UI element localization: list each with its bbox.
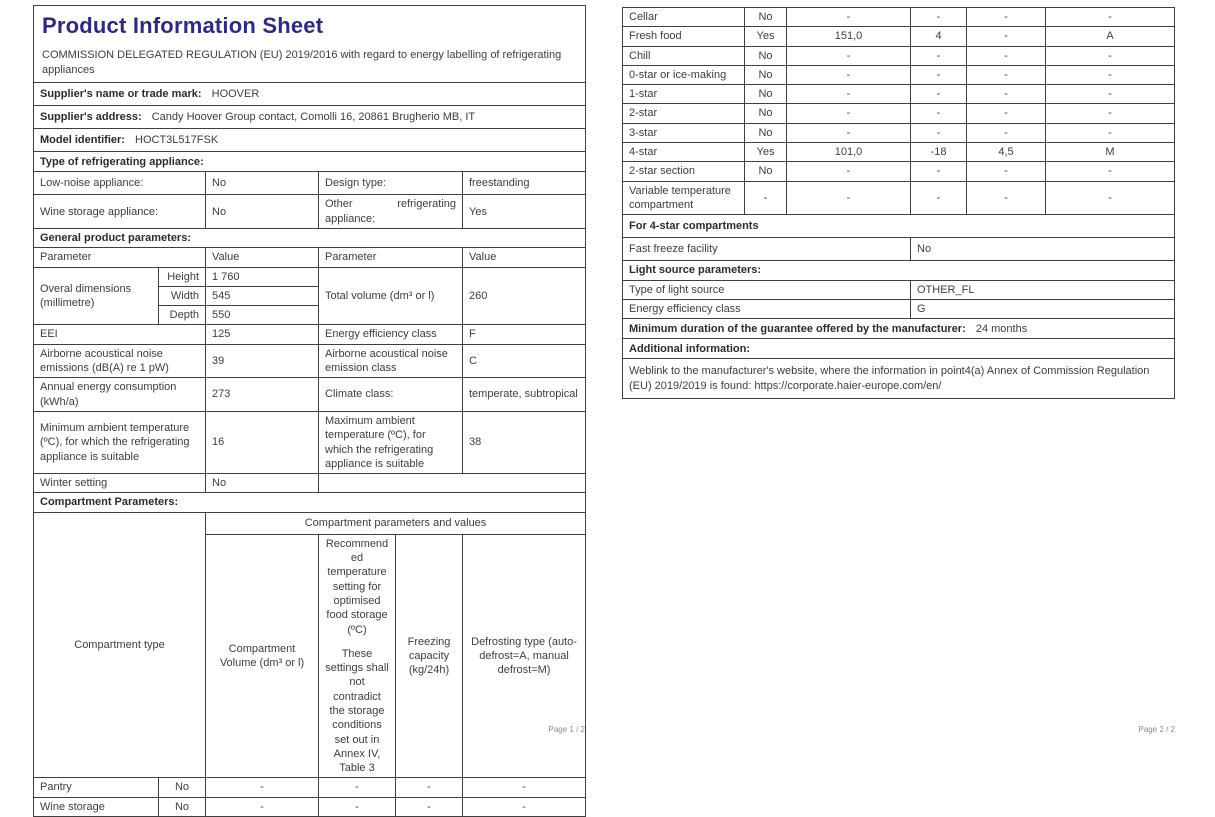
- cell-compartment-defrost: -: [1046, 181, 1175, 215]
- cell-compartment-present: No: [159, 778, 206, 797]
- column-header-value: Value: [206, 248, 319, 267]
- page2-footer: Page 2 / 2: [1138, 725, 1175, 734]
- supplier-address-label: Supplier's address:: [40, 111, 142, 124]
- cell-compartment-defrost: -: [463, 797, 586, 816]
- cell-compartment-present: No: [745, 162, 787, 181]
- param-label: Climate class:: [319, 378, 463, 412]
- compartment-row: [623, 104, 1175, 123]
- cell-compartment-name: Fresh food: [623, 27, 745, 46]
- cell-compartment-present: No: [745, 85, 787, 104]
- cell-compartment-temp: -: [911, 104, 967, 123]
- cell-compartment-name: Pantry: [34, 778, 159, 797]
- compartment-span-header-row: [34, 512, 586, 534]
- param-value: OTHER_FL: [911, 280, 1175, 299]
- dimension-width-value: 545: [206, 286, 319, 305]
- cell-compartment-volume: -: [787, 123, 911, 142]
- cell-compartment-present: -: [745, 181, 787, 215]
- cell-compartment-volume: -: [206, 778, 319, 797]
- general-section-header-row: [34, 228, 586, 247]
- cell-compartment-present: No: [745, 8, 787, 27]
- cell-compartment-name: Chill: [623, 46, 745, 65]
- cell-compartment-name: Variable temperature compartment: [623, 181, 745, 215]
- cell-compartment-name: Cellar: [623, 8, 745, 27]
- column-header-value: Value: [463, 248, 586, 267]
- page2-table: [622, 7, 1175, 399]
- cell-compartment-defrost: -: [1046, 8, 1175, 27]
- page1-table: [33, 5, 586, 817]
- compartment-row: [34, 797, 586, 816]
- light-source-row: [623, 280, 1175, 299]
- guarantee-label: Minimum duration of the guarantee offered by the manufacturer:: [629, 322, 966, 335]
- compartment-section-header: Compartment Parameters:: [34, 493, 586, 512]
- cell-compartment-volume: -: [206, 797, 319, 816]
- type-section-header-row: [34, 152, 586, 172]
- param-label: Annual energy consumption (kWh/a): [34, 378, 206, 412]
- fast-freeze-value: No: [911, 238, 1175, 261]
- winter-setting-row: [34, 474, 586, 493]
- cell-compartment-volume: -: [787, 65, 911, 84]
- fast-freeze-row: [623, 238, 1175, 261]
- cell-compartment-freezing: -: [967, 65, 1046, 84]
- param-value: temperate, subtropical: [463, 378, 586, 412]
- weblink-cell: [623, 359, 1175, 399]
- light-section-header: Light source parameters:: [623, 261, 1175, 280]
- param-value: F: [463, 325, 586, 344]
- compartment-row: [623, 8, 1175, 27]
- cell-compartment-volume: -: [787, 46, 911, 65]
- dimension-height-label: Height: [159, 267, 206, 286]
- cell-compartment-temp: -: [911, 162, 967, 181]
- weblink-row: [623, 359, 1175, 399]
- compartment-span-header: Compartment parameters and values: [206, 512, 586, 534]
- fast-freeze-label: Fast freeze facility: [623, 238, 911, 261]
- cell-compartment-defrost: -: [1046, 46, 1175, 65]
- cell-compartment-temp: -: [911, 123, 967, 142]
- compartment-row: [623, 85, 1175, 104]
- param-value: G: [911, 299, 1175, 318]
- table-row: [34, 195, 586, 229]
- param-value: 273: [206, 378, 319, 412]
- cell-compartment-name: 1-star: [623, 85, 745, 104]
- param-label: Airborne acoustical noise emission class: [319, 344, 463, 378]
- dimension-depth-label: Depth: [159, 306, 206, 325]
- param-label: Energy efficiency class: [623, 299, 911, 318]
- cell-compartment-name: 0-star or ice-making: [623, 65, 745, 84]
- param-label: Airborne acoustical noise emissions (dB(A) re 1 pW): [34, 344, 206, 378]
- light-source-row: [623, 299, 1175, 318]
- regulation-subtitle: COMMISSION DELEGATED REGULATION (EU) 2019/2016 with regard to energy labelling of refrigerating appliances: [42, 48, 562, 76]
- cell-compartment-defrost: -: [1046, 85, 1175, 104]
- page1-footer: Page 1 / 2: [548, 725, 585, 734]
- cell-compartment-name: Wine storage: [34, 797, 159, 816]
- cell-compartment-name: 2-star: [623, 104, 745, 123]
- cell-compartment-present: No: [159, 797, 206, 816]
- compartment-section-header-row: [34, 493, 586, 512]
- column-header-parameter: Parameter: [319, 248, 463, 267]
- supplier-name-value: HOOVER: [211, 88, 260, 101]
- param-value: 39: [206, 344, 319, 378]
- cell-compartment-freezing: -: [967, 85, 1046, 104]
- empty-cell: [319, 474, 586, 493]
- additional-section-header-row: [623, 339, 1175, 359]
- param-value: freestanding: [463, 172, 586, 195]
- cell-compartment-defrost: -: [463, 778, 586, 797]
- column-header-temperature-note: These settings shall not contradict the storage conditions set out in Annex IV, Table 3: [325, 647, 389, 775]
- cell-compartment-defrost: A: [1046, 27, 1175, 46]
- cell-compartment-defrost: -: [1046, 162, 1175, 181]
- model-identifier-cell: [34, 129, 586, 152]
- four-star-section-header: For 4-star compartments: [623, 215, 1175, 238]
- compartment-row: [623, 27, 1175, 46]
- cell-compartment-freezing: -: [967, 104, 1046, 123]
- param-label: Wine storage appliance:: [34, 195, 206, 229]
- dimension-width-label: Width: [159, 286, 206, 305]
- cell-compartment-temp: -: [911, 46, 967, 65]
- guarantee-value: 24 months: [975, 322, 1028, 335]
- param-value: No: [206, 195, 319, 229]
- compartment-row: [623, 181, 1175, 215]
- cell-compartment-defrost: -: [1046, 104, 1175, 123]
- param-value: No: [206, 172, 319, 195]
- dimensions-row: [34, 267, 586, 286]
- model-identifier-value: HOCT3L517FSK: [135, 134, 219, 147]
- cell-compartment-name: 2-star section: [623, 162, 745, 181]
- param-label: Type of light source: [623, 280, 911, 299]
- supplier-address-cell: [34, 106, 586, 129]
- title-cell: [34, 6, 586, 83]
- param-label: EEI: [34, 325, 206, 344]
- cell-compartment-temp: -: [911, 85, 967, 104]
- param-label: Winter setting: [34, 474, 206, 493]
- cell-compartment-name: 3-star: [623, 123, 745, 142]
- cell-compartment-volume: -: [787, 8, 911, 27]
- cell-compartment-defrost: M: [1046, 143, 1175, 162]
- title-row: [34, 6, 586, 83]
- cell-compartment-temp: -: [911, 65, 967, 84]
- model-identifier-label: Model identifier:: [40, 134, 125, 147]
- supplier-name-label: Supplier's name or trade mark:: [40, 88, 202, 101]
- general-section-header: General product parameters:: [34, 228, 586, 247]
- cell-compartment-present: No: [745, 46, 787, 65]
- param-value: 125: [206, 325, 319, 344]
- cell-compartment-freezing: -: [967, 181, 1046, 215]
- cell-compartment-volume: 151,0: [787, 27, 911, 46]
- param-value: Yes: [463, 195, 586, 229]
- manufacturer-weblink[interactable]: https://corporate.haier-europe.com/en/: [754, 379, 942, 392]
- cell-compartment-temp: 4: [911, 27, 967, 46]
- compartment-row: [623, 162, 1175, 181]
- cell-compartment-defrost: -: [1046, 65, 1175, 84]
- cell-compartment-present: No: [745, 123, 787, 142]
- table-row: [34, 344, 586, 378]
- type-section-header: Type of refrigerating appliance:: [34, 152, 586, 172]
- cell-compartment-temp: -: [911, 8, 967, 27]
- total-volume-value: 260: [463, 267, 586, 325]
- weblink-text: Weblink to the manufacturer's website, where the information in point4(a) Annex of Commission Regulation (EU) 2019/2019 is found:: [629, 365, 1150, 392]
- model-identifier-row: [34, 129, 586, 152]
- param-label: Other refrigerating appliance:: [319, 195, 463, 229]
- cell-compartment-present: No: [745, 104, 787, 123]
- cell-compartment-present: Yes: [745, 27, 787, 46]
- param-value: C: [463, 344, 586, 378]
- compartment-row: [623, 123, 1175, 142]
- cell-compartment-temp: -: [319, 778, 396, 797]
- table-row: [34, 172, 586, 195]
- four-star-section-header-row: [623, 215, 1175, 238]
- dimensions-label: Overal dimensions (millimetre): [34, 267, 159, 325]
- column-header-defrost: Defrosting type (auto-defrost=A, manual defrost=M): [463, 534, 586, 778]
- param-label: Minimum ambient temperature (ºC), for which the refrigerating appliance is suitable: [34, 411, 206, 473]
- table-row: [34, 325, 586, 344]
- param-value: No: [206, 474, 319, 493]
- param-label: Design type:: [319, 172, 463, 195]
- supplier-name-cell: [34, 83, 586, 106]
- cell-compartment-volume: -: [787, 181, 911, 215]
- compartment-type-column-header: Compartment type: [34, 512, 206, 778]
- cell-compartment-freezing: 4,5: [967, 143, 1046, 162]
- supplier-address-value: Candy Hoover Group contact, Comolli 16, 20861 Brugherio MB, IT: [151, 111, 476, 124]
- cell-compartment-freezing: -: [967, 46, 1046, 65]
- column-header-temperature: [319, 534, 396, 778]
- compartment-row: [623, 65, 1175, 84]
- cell-compartment-name: 4-star: [623, 143, 745, 162]
- total-volume-label: Total volume (dm³ or l): [319, 267, 463, 325]
- column-header-temperature-main: Recommended temperature setting for optimised food storage (ºC): [325, 537, 389, 636]
- column-header-freezing: Freezing capacity (kg/24h): [396, 534, 463, 778]
- param-label: Maximum ambient temperature (ºC), for which the refrigerating appliance is suitable: [319, 411, 463, 473]
- cell-compartment-freezing: -: [967, 123, 1046, 142]
- cell-compartment-freezing: -: [967, 162, 1046, 181]
- cell-compartment-temp: -: [911, 181, 967, 215]
- supplier-address-row: [34, 106, 586, 129]
- dimension-depth-value: 550: [206, 306, 319, 325]
- cell-compartment-freezing: -: [967, 27, 1046, 46]
- page-title: Product Information Sheet: [42, 13, 324, 38]
- param-label: Energy efficiency class: [319, 325, 463, 344]
- cell-compartment-volume: 101,0: [787, 143, 911, 162]
- dimension-height-value: 1 760: [206, 267, 319, 286]
- cell-compartment-temp: -: [319, 797, 396, 816]
- cell-compartment-volume: -: [787, 162, 911, 181]
- cell-compartment-present: No: [745, 65, 787, 84]
- table-row: [34, 378, 586, 412]
- param-label: Low-noise appliance:: [34, 172, 206, 195]
- cell-compartment-freezing: -: [967, 8, 1046, 27]
- cell-compartment-freezing: -: [396, 797, 463, 816]
- column-header-row: [34, 248, 586, 267]
- light-section-header-row: [623, 261, 1175, 280]
- cell-compartment-temp: -18: [911, 143, 967, 162]
- guarantee-row: [623, 319, 1175, 339]
- compartment-row: [623, 143, 1175, 162]
- compartment-row: [34, 778, 586, 797]
- cell-compartment-freezing: -: [396, 778, 463, 797]
- cell-compartment-defrost: -: [1046, 123, 1175, 142]
- guarantee-cell: [623, 319, 1175, 339]
- table-row: [34, 411, 586, 473]
- column-header-volume: Compartment Volume (dm³ or l): [206, 534, 319, 778]
- cell-compartment-volume: -: [787, 104, 911, 123]
- cell-compartment-present: Yes: [745, 143, 787, 162]
- cell-compartment-volume: -: [787, 85, 911, 104]
- column-header-parameter: Parameter: [34, 248, 206, 267]
- compartment-row: [623, 46, 1175, 65]
- additional-section-header: Additional information:: [623, 339, 1175, 359]
- param-value: 16: [206, 411, 319, 473]
- supplier-name-row: [34, 83, 586, 106]
- param-value: 38: [463, 411, 586, 473]
